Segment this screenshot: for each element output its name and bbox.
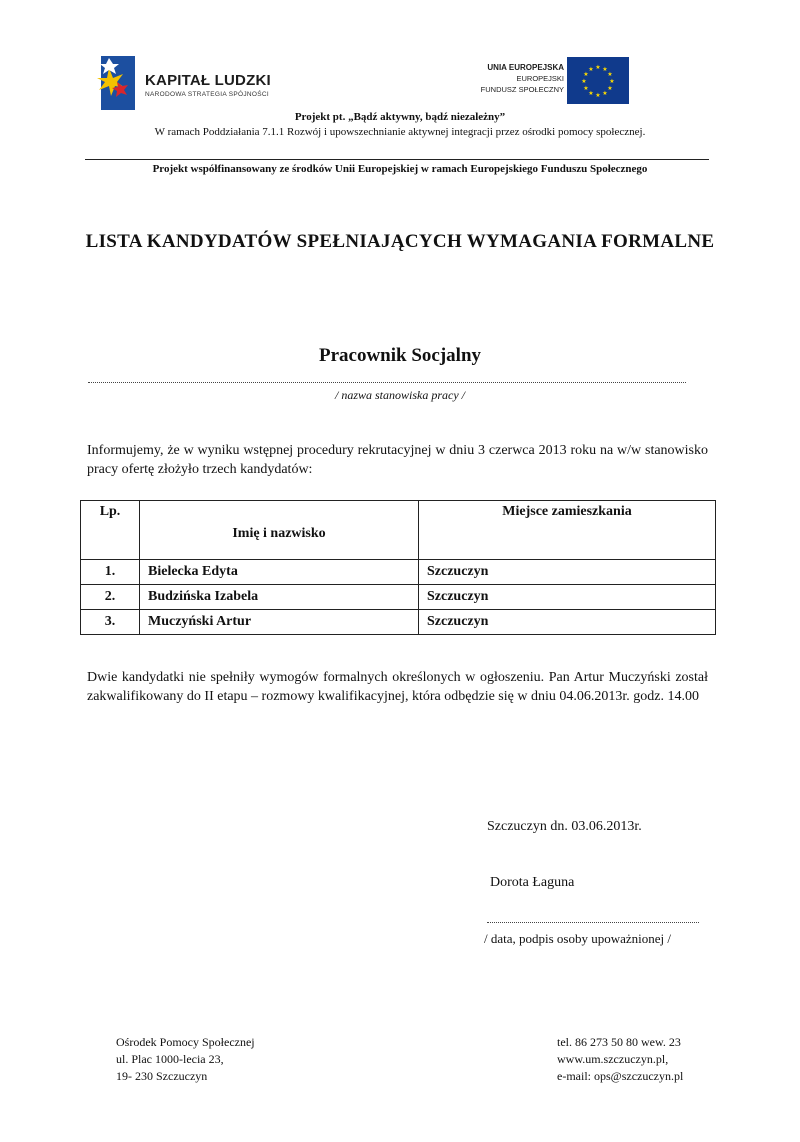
- footer-website-link[interactable]: www.um.szczuczyn.pl,: [557, 1052, 669, 1066]
- footer-contact: [557, 1034, 683, 1085]
- intro-paragraph: Informujemy, że w wyniku wstępnej procedury rekrutacyjnej w dniu 3 czerwca 2013 roku na w/w stanowisko pracy ofertę złożyło trzech kandydatów:: [87, 443, 708, 477]
- svg-text:★: ★: [602, 66, 608, 73]
- project-subtitle: W ramach Poddziałania 7.1.1 Rozwój i upowszechnianie aktywnej integracji przez ośrodki pomocy społecznej.: [154, 126, 646, 138]
- eu-logo-line3: FUNDUSZ SPOŁECZNY: [480, 85, 564, 94]
- header-place: Miejsce zamieszkania: [419, 501, 716, 560]
- position-caption: / nazwa stanowiska pracy /: [334, 388, 465, 402]
- row-name: Budzińska Izabela: [140, 585, 419, 610]
- kapital-ludzki-logo-icon: [95, 52, 141, 114]
- document-title: LISTA KANDYDATÓW SPEŁNIAJĄCYCH WYMAGANIA FORMALNE: [85, 231, 715, 252]
- svg-text:★: ★: [595, 92, 601, 99]
- footer-left-line1: Ośrodek Pomocy Społecznej: [116, 1035, 255, 1049]
- signer-name: Dorota Łaguna: [490, 875, 575, 890]
- svg-text:★: ★: [581, 78, 587, 85]
- svg-text:★: ★: [588, 90, 594, 97]
- signature-dotted-line: [487, 922, 699, 923]
- eu-logo-line2: EUROPEJSKI: [516, 74, 564, 83]
- row-name: Muczyński Artur: [140, 610, 419, 635]
- footer-left-line2: ul. Plac 1000-lecia 23,: [116, 1052, 224, 1066]
- svg-text:★: ★: [583, 85, 589, 92]
- row-lp: 2.: [81, 585, 140, 610]
- result-paragraph: Dwie kandydatki nie spełniły wymogów formalnych określonych w ogłoszeniu. Pan Artur Muczyński został zakwalifikowany do II etapu – rozmowy kwalifikacyjnej, która odbędzie się w dniu 04.06.2013r. godz. 14.00: [87, 670, 708, 704]
- svg-text:★: ★: [607, 85, 613, 92]
- svg-text:★: ★: [607, 71, 613, 78]
- signature-caption: / data, podpis osoby upoważnionej /: [484, 931, 672, 946]
- table-row: [81, 585, 716, 610]
- header-divider: [85, 159, 709, 160]
- row-lp: 3.: [81, 610, 140, 635]
- footer-left-line3: 19- 230 Szczuczyn: [116, 1069, 208, 1083]
- project-title: Projekt pt. „Bądź aktywny, bądź niezależny”: [294, 111, 506, 123]
- row-place: Szczuczyn: [419, 585, 716, 610]
- candidates-table: [80, 500, 716, 635]
- row-place: Szczuczyn: [419, 560, 716, 585]
- svg-text:★: ★: [602, 90, 608, 97]
- svg-text:★: ★: [595, 64, 601, 71]
- svg-text:★: ★: [609, 78, 615, 85]
- footer-phone: tel. 86 273 50 80 wew. 23: [557, 1035, 681, 1049]
- row-place: Szczuczyn: [419, 610, 716, 635]
- kapital-ludzki-name: KAPITAŁ LUDZKI: [145, 72, 271, 89]
- svg-text:★: ★: [588, 66, 594, 73]
- cofinancing-note: Projekt współfinansowany ze środków Unii Europejskiej w ramach Europejskiego Funduszu Społecznego: [152, 163, 648, 175]
- position-name: Pracownik Socjalny: [318, 345, 482, 366]
- table-header-row: [81, 501, 716, 560]
- place-date: Szczuczyn dn. 03.06.2013r.: [487, 819, 642, 834]
- eu-flag-icon: [567, 57, 629, 104]
- row-name: Bielecka Edyta: [140, 560, 419, 585]
- eu-logo-line1: UNIA EUROPEJSKA: [487, 63, 564, 72]
- row-lp: 1.: [81, 560, 140, 585]
- footer-email-link[interactable]: e-mail: ops@szczuczyn.pl: [557, 1069, 684, 1083]
- kapital-ludzki-subtitle: NARODOWA STRATEGIA SPÓJNOŚCI: [145, 91, 269, 98]
- footer-address: [116, 1034, 255, 1085]
- table-row: [81, 610, 716, 635]
- table-row: [81, 560, 716, 585]
- eu-logo-text: [460, 62, 564, 95]
- position-dotted-line: [88, 382, 686, 383]
- svg-text:★: ★: [583, 71, 589, 78]
- header-lp: Lp.: [81, 501, 140, 560]
- header-name: Imię i nazwisko: [140, 501, 419, 560]
